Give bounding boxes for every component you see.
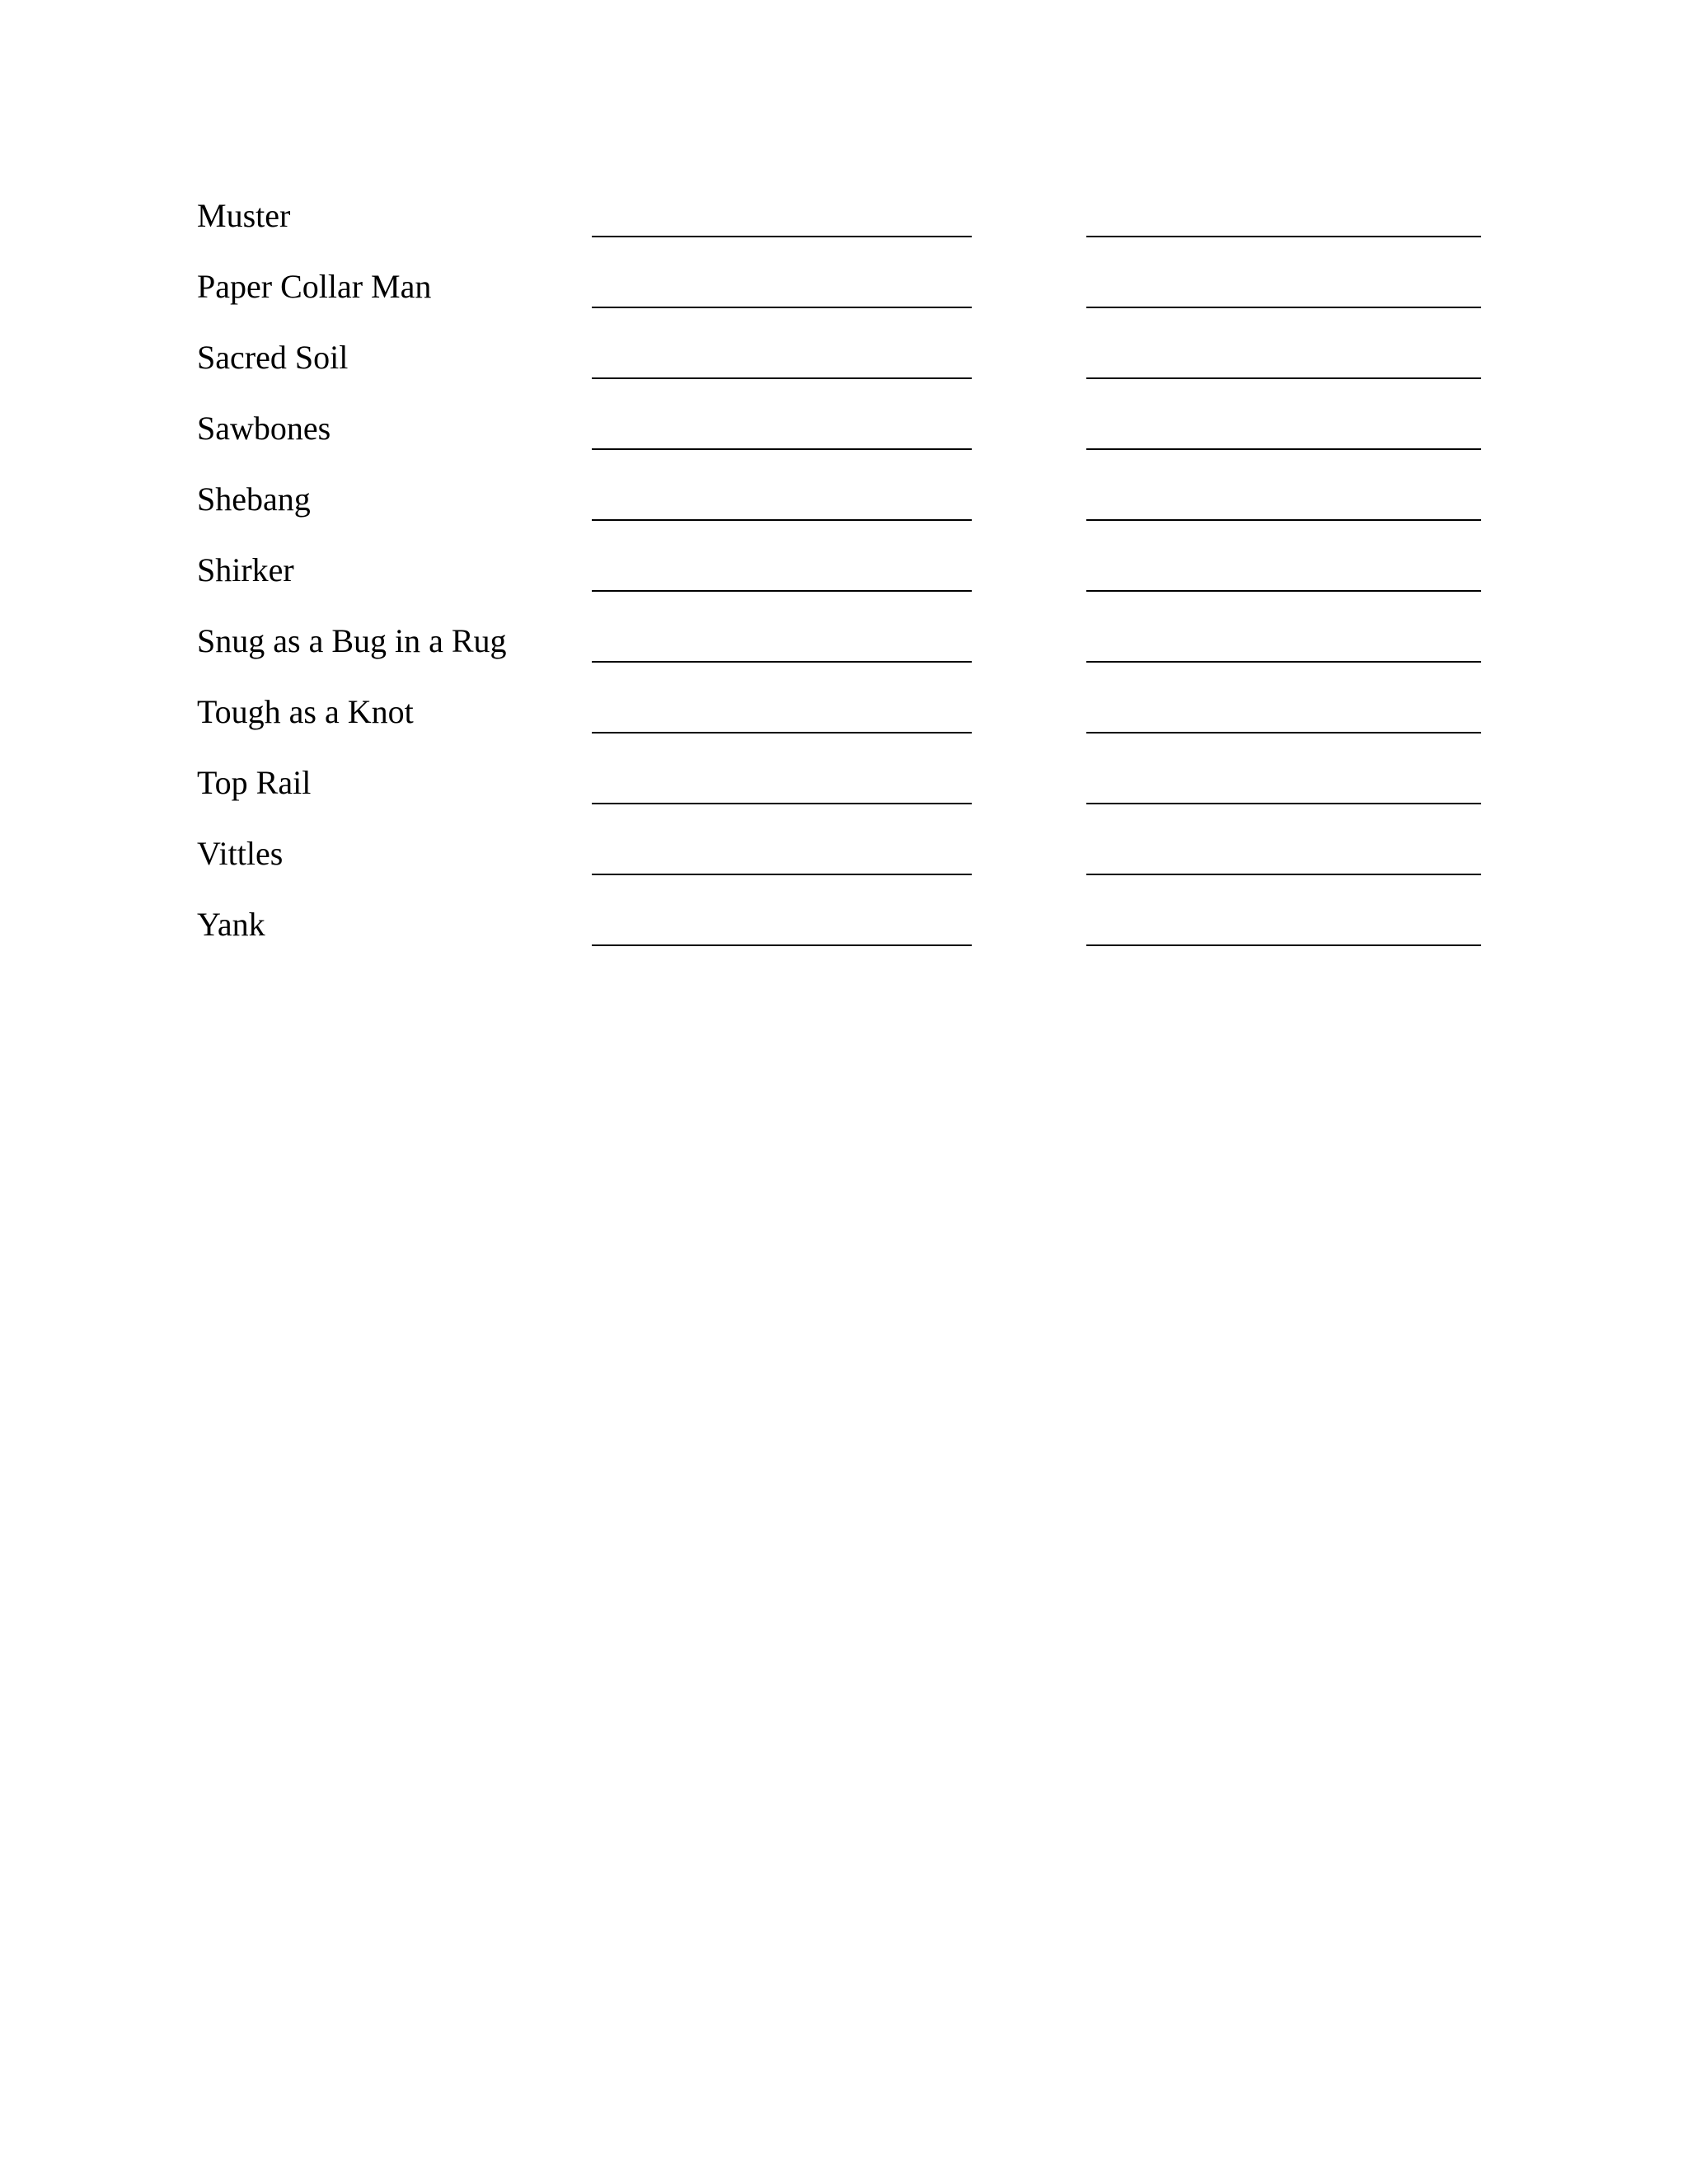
term-row bbox=[0, 691, 1688, 762]
answer-blank-2 bbox=[1086, 377, 1481, 379]
answer-blank-2 bbox=[1086, 307, 1481, 308]
term-row bbox=[0, 903, 1688, 974]
answer-blank-1 bbox=[592, 448, 972, 450]
term-label: Snug as a Bug in a Rug bbox=[197, 622, 507, 659]
answer-blank-2 bbox=[1086, 803, 1481, 804]
term-row bbox=[0, 265, 1688, 336]
term-row bbox=[0, 194, 1688, 265]
answer-blank-2 bbox=[1086, 448, 1481, 450]
answer-blank-1 bbox=[592, 236, 972, 237]
term-label: Shirker bbox=[197, 551, 294, 588]
answer-blank-2 bbox=[1086, 519, 1481, 521]
answer-blank-2 bbox=[1086, 590, 1481, 592]
answer-blank-1 bbox=[592, 377, 972, 379]
answer-blank-2 bbox=[1086, 661, 1481, 663]
answer-blank-1 bbox=[592, 519, 972, 521]
term-label: Sacred Soil bbox=[197, 339, 349, 376]
answer-blank-2 bbox=[1086, 944, 1481, 946]
term-label: Paper Collar Man bbox=[197, 268, 432, 305]
term-row bbox=[0, 620, 1688, 691]
term-label: Muster bbox=[197, 197, 291, 234]
answer-blank-2 bbox=[1086, 236, 1481, 237]
answer-blank-1 bbox=[592, 874, 972, 875]
answer-blank-2 bbox=[1086, 874, 1481, 875]
answer-blank-1 bbox=[592, 661, 972, 663]
answer-blank-2 bbox=[1086, 732, 1481, 733]
term-label: Yank bbox=[197, 906, 265, 943]
term-row bbox=[0, 549, 1688, 620]
term-label: Shebang bbox=[197, 480, 311, 518]
answer-blank-1 bbox=[592, 803, 972, 804]
answer-blank-1 bbox=[592, 590, 972, 592]
term-label: Top Rail bbox=[197, 764, 312, 801]
answer-blank-1 bbox=[592, 307, 972, 308]
answer-blank-1 bbox=[592, 944, 972, 946]
term-label: Vittles bbox=[197, 835, 284, 872]
term-row bbox=[0, 336, 1688, 407]
answer-blank-1 bbox=[592, 732, 972, 733]
term-row bbox=[0, 762, 1688, 832]
term-row bbox=[0, 832, 1688, 903]
term-row bbox=[0, 478, 1688, 549]
term-label: Tough as a Knot bbox=[197, 693, 414, 730]
term-row bbox=[0, 407, 1688, 478]
term-label: Sawbones bbox=[197, 410, 331, 447]
